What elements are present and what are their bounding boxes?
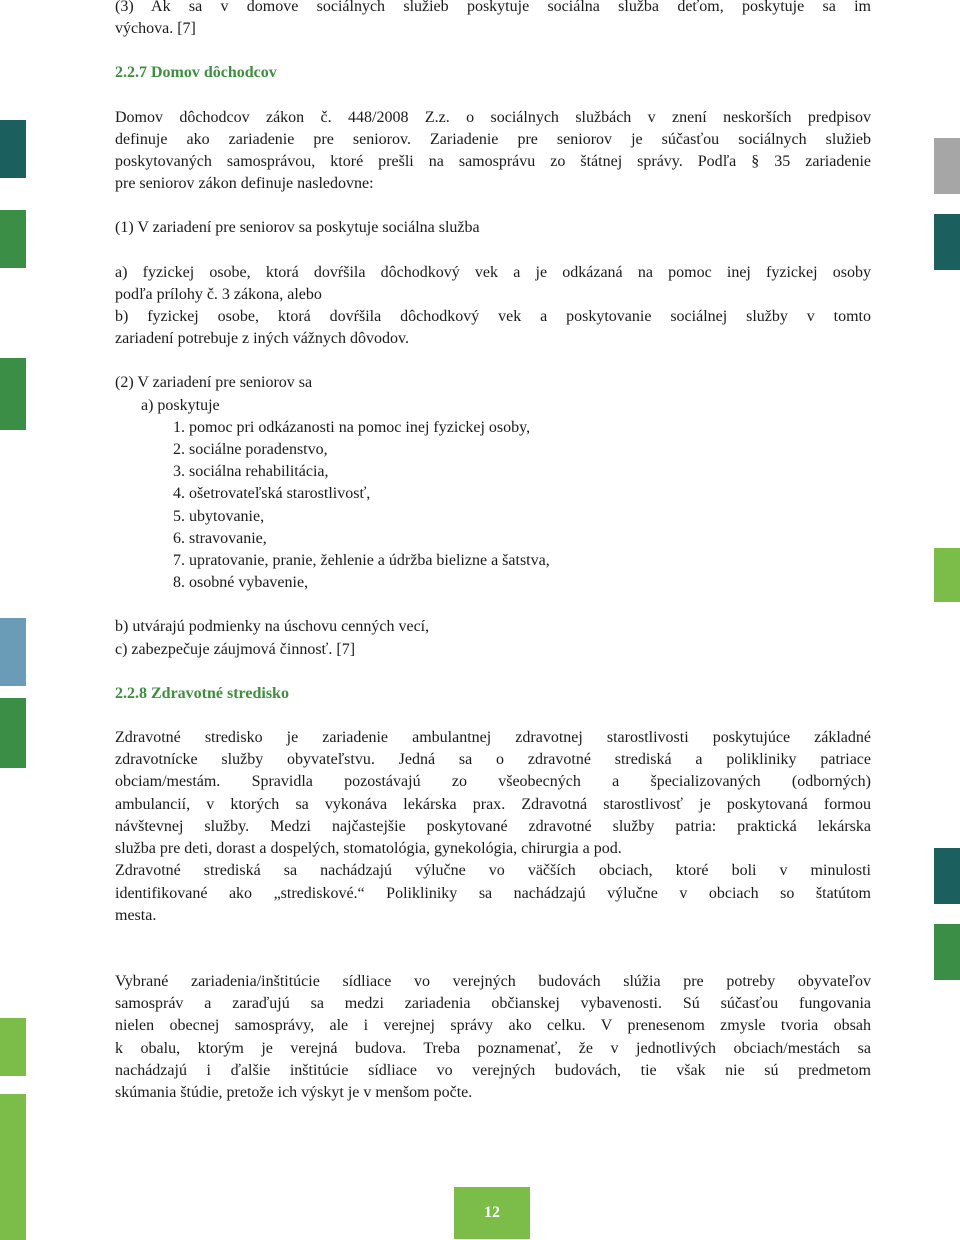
service-list-item: 1. pomoc pri odkázanosti na pomoc inej fyzickej osoby, <box>173 418 531 436</box>
left-bar-green-3 <box>0 698 26 768</box>
left-bar-lightgreen-1 <box>0 1018 26 1076</box>
paragraph-line: samospráv a zaraďujú sa medzi zariadenia občianskej vybavenosti. Sú súčasťou fungovania <box>115 995 871 1013</box>
left-bar-green-2 <box>0 358 26 430</box>
right-bar-green-1 <box>934 924 960 980</box>
paragraph-line: k obalu, ktorým je verejná budova. Treba poznamenať, že v jednotlivých obciach/mestách sa <box>115 1039 871 1057</box>
service-list-item: 7. upratovanie, pranie, žehlenie a údržba bielizne a šatstva, <box>173 552 550 570</box>
paragraph-line: Vybrané zariadenia/inštitúcie sídliace vo verejných budovách slúžia pre potreby obyvateľov <box>115 972 871 990</box>
intro-line-end: výchova. [7] <box>115 20 196 38</box>
paragraph-line: obciam/mestám. Spravidla pozostávajú zo všeobecných a špecializovaných (odborných) <box>115 773 871 791</box>
law-item-b-end: zariadení potrebuje z iných vážnych dôvodov. <box>115 330 409 348</box>
sub-item-b: b) utvárajú podmienky na úschovu cenných vecí, <box>115 618 430 636</box>
paragraph-line: nachádzajú i ďalšie inštitúcie sídliace vo verejných budovách, tie však nie sú predmetom <box>115 1061 871 1079</box>
law-item-a: a) fyzickej osobe, ktorá dovŕšila dôchodkový vek a je odkázaná na pomoc inej fyzickej osoby <box>115 263 871 281</box>
paragraph-line: identifikované ako „strediskové.“ Polikliniky sa nachádzajú výlučne v obciach so štatútom <box>115 884 871 902</box>
law-item-b: b) fyzickej osobe, ktorá dovŕšila dôchodkový vek a poskytovanie sociálnej služby v tomto <box>115 308 871 326</box>
paragraph-line: Zdravotné stredisko je zariadenie ambulantnej zdravotnej starostlivosti poskytujúce základné <box>115 729 871 747</box>
page-number-badge <box>454 1187 530 1239</box>
law-item-a-end: podľa prílohy č. 3 zákona, alebo <box>115 285 322 303</box>
sub-item-c: c) zabezpečuje záujmová činnosť. [7] <box>115 640 356 658</box>
paragraph-line: zdravotnícke služby obyvateľstvu. Jedná sa o zdravotné strediská a polikliniky patriace <box>115 751 871 769</box>
page-number: 12 <box>484 1204 500 1221</box>
paragraph-line: mesta. <box>115 906 157 924</box>
service-list-item: 8. osobné vybavenie, <box>173 574 309 592</box>
law-item-1: (1) V zariadení pre seniorov sa poskytuje sociálna služba <box>115 219 480 237</box>
paragraph-line: poskytovaných samosprávou, ktoré prešli na samosprávu zo štátnej správy. Podľa § 35 zariadenie <box>115 153 871 171</box>
paragraph-line: služba pre deti, dorast a dospelých, stomatológia, gynekológia, chirurgia a pod. <box>115 840 622 858</box>
law-item-2: (2) V zariadení pre seniorov sa <box>115 374 313 392</box>
left-bar-green-1 <box>0 210 26 268</box>
paragraph-line: pre seniorov zákon definuje nasledovne: <box>115 175 374 193</box>
paragraph-line: Domov dôchodcov zákon č. 448/2008 Z.z. o sociálnych službách v znení neskorších predpisov <box>115 108 871 126</box>
intro-line: (3) Ak sa v domove sociálnych služieb poskytuje sociálna služba deťom, poskytuje sa im <box>115 0 871 15</box>
sub-item-a: a) poskytuje <box>141 396 220 414</box>
service-list-item: 3. sociálna rehabilitácia, <box>173 463 329 481</box>
service-list-item: 2. sociálne poradenstvo, <box>173 441 328 459</box>
paragraph-line: definuje ako zariadenie pre seniorov. Zariadenie pre seniorov je súčasťou sociálnych služieb <box>115 130 871 148</box>
service-list-item: 5. ubytovanie, <box>173 507 265 525</box>
left-bar-lightgreen-2 <box>0 1094 26 1240</box>
service-list-item: 4. ošetrovateľská starostlivosť, <box>173 485 371 503</box>
paragraph-line: ambulancií, v ktorých sa vykonáva lekárska prax. Zdravotná starostlivosť je poskytovaná formou <box>115 795 871 813</box>
section-heading-228: 2.2.8 Zdravotné stredisko <box>115 684 289 702</box>
document-body <box>115 0 871 1104</box>
paragraph-line: nielen obecnej samosprávy, ale i verejnej správy ako celku. V prenesenom zmysle tvoria obsah <box>115 1017 871 1035</box>
service-list-item: 6. stravovanie, <box>173 529 267 547</box>
section-heading-227: 2.2.7 Domov dôchodcov <box>115 64 277 82</box>
right-bar-teal-1 <box>934 214 960 270</box>
left-bar-teal-1 <box>0 120 26 178</box>
right-bar-lightgreen-1 <box>934 548 960 602</box>
paragraph-line: návštevnej služby. Medzi najčastejšie poskytované zdravotné služby patria: praktická lekárska <box>115 817 871 835</box>
right-bar-teal-2 <box>934 848 960 904</box>
paragraph-line: Zdravotné strediská sa nachádzajú výlučne vo väčších obciach, ktoré boli v minulosti <box>115 862 871 880</box>
paragraph-line: skúmania štúdie, pretože ich výskyt je v menšom počte. <box>115 1083 473 1101</box>
left-bar-blue-1 <box>0 618 26 686</box>
right-bar-gray-1 <box>934 138 960 194</box>
